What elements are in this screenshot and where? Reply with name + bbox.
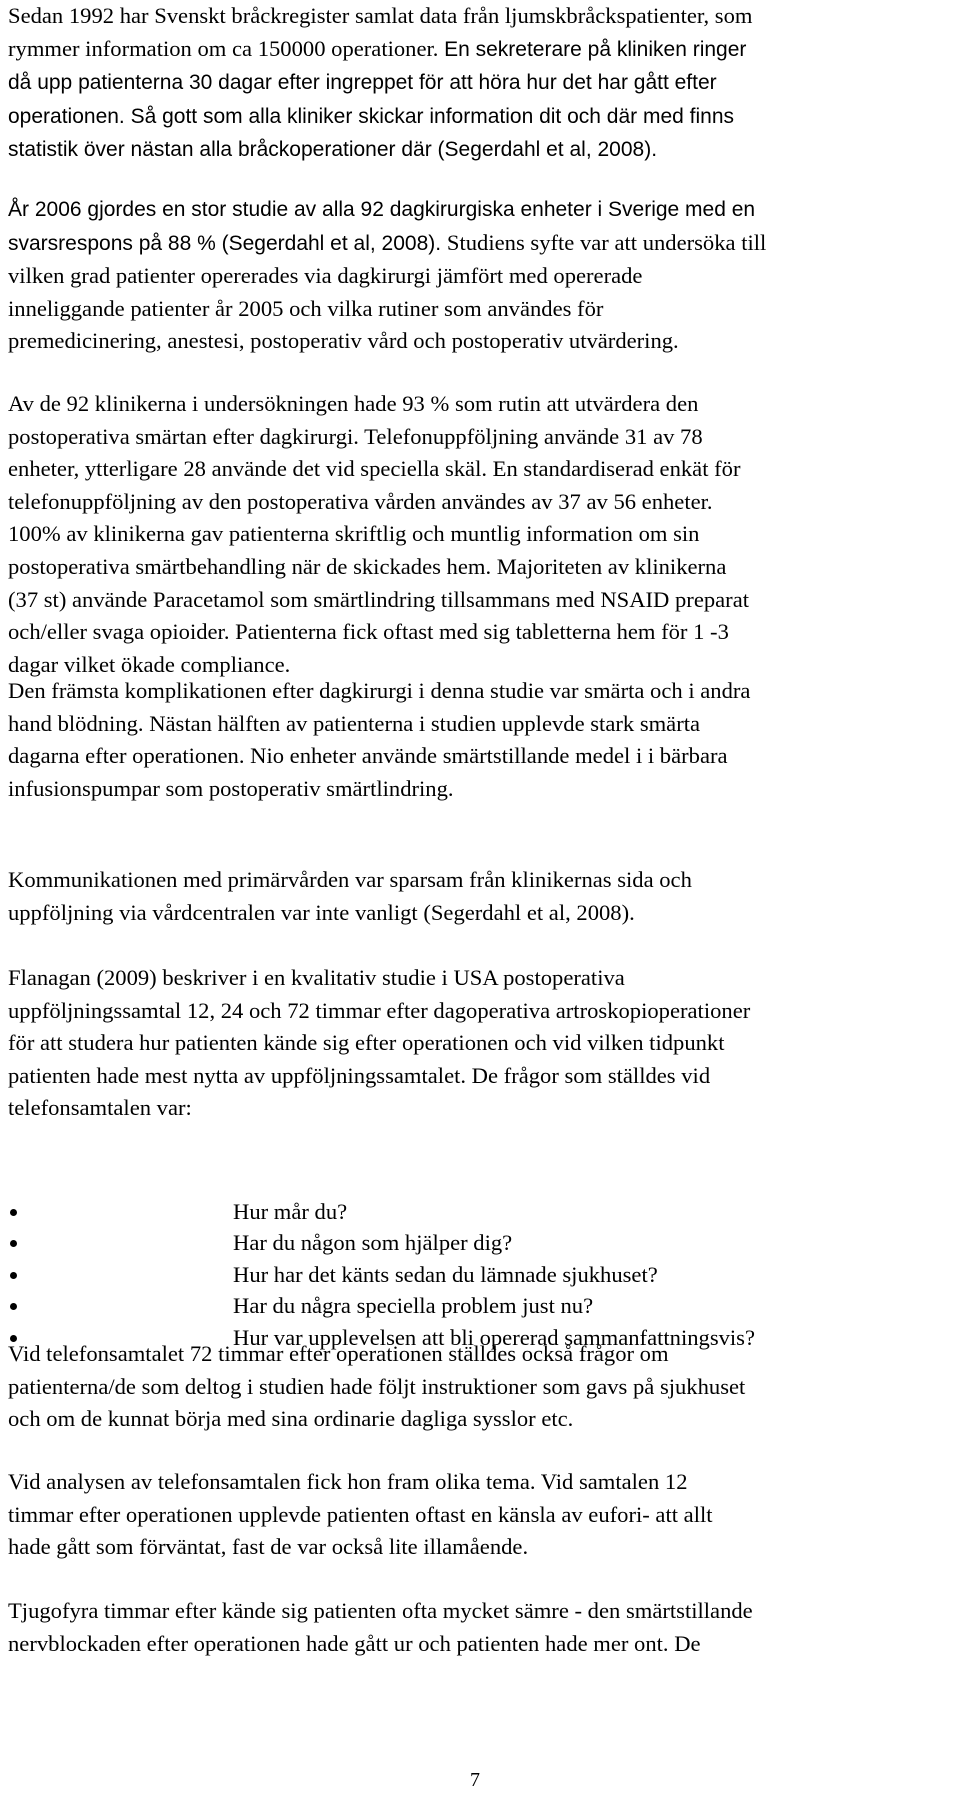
text-line	[8, 227, 953, 261]
text-line	[8, 33, 953, 67]
text-line	[8, 133, 953, 167]
text-run: 100% av klinikerna gav patienterna skriftlig och muntlig information om sin	[8, 521, 700, 547]
paragraph-4	[8, 675, 953, 805]
text-run: Av de 92 klinikerna i undersökningen hade 93 % som rutin att utvärdera den	[8, 391, 699, 416]
paragraph-7	[8, 1338, 953, 1436]
text-line	[8, 1531, 953, 1564]
text-run: postoperativa smärtbehandling när de skickades hem. Majoriteten av klinikerna	[8, 553, 727, 579]
text-line	[8, 864, 953, 897]
text-line	[8, 100, 953, 134]
text-line	[8, 1092, 953, 1125]
text-line	[8, 616, 953, 649]
text-run: Vid telefonsamtalet 72 timmar efter operationen ställdes också frågor om	[8, 1341, 669, 1366]
text-line	[8, 325, 953, 358]
text-run: och om de kunnat börja med sina ordinarie dagliga sysslor etc.	[8, 1406, 574, 1432]
text-run: timmar efter operationen upplevde patienten oftast en känsla av eufori- att allt	[8, 1501, 713, 1527]
list-item-text: Har du någon som hjälper dig?	[233, 1230, 513, 1256]
text-line	[8, 0, 953, 33]
text-run: dagar vilket ökade compliance.	[8, 651, 291, 677]
question-list	[0, 1196, 960, 1353]
text-line	[8, 66, 953, 100]
text-run: för att studera hur patienten kände sig efter operationen och vid vilken tidpunkt	[8, 1030, 725, 1056]
text-line	[8, 518, 953, 551]
text-line	[8, 897, 953, 930]
text-run: infusionspumpar som postoperativ smärtlindring.	[8, 775, 454, 801]
text-run: (37 st) använde Paracetamol som smärtlindring tillsammans med NSAID preparat	[8, 586, 750, 612]
text-line	[8, 675, 953, 708]
text-line	[8, 293, 953, 326]
text-run: hade gått som förväntat, fast de var också lite illamående.	[8, 1534, 529, 1560]
paragraph-2	[8, 193, 953, 358]
text-run: statistik över nästan alla bråckoperationer där (Segerdahl et al, 2008).	[8, 138, 658, 162]
text-run: Sedan 1992 har Svenskt bråckregister samlat data från ljumskbråckspatienter, som	[8, 3, 753, 28]
text-run: enheter, ytterligare 28 använde det vid speciella skäl. En standardiserad enkät för	[8, 456, 741, 482]
text-run: postoperativa smärtan efter dagkirurgi. Telefonuppföljning använde 31 av 78	[8, 423, 703, 449]
text-line	[8, 421, 953, 454]
text-line	[8, 453, 953, 486]
list-item	[0, 1290, 960, 1321]
text-line	[8, 1628, 953, 1661]
text-run: telefonsamtalen var:	[8, 1095, 192, 1121]
text-run: inneliggande patienter år 2005 och vilka rutiner som användes för	[8, 295, 604, 321]
paragraph-3	[8, 388, 953, 681]
bullet-icon	[10, 1209, 17, 1216]
text-run: Flanagan (2009) beskriver i en kvalitativ studie i USA postoperativa	[8, 965, 625, 990]
paragraph-8	[8, 1466, 953, 1564]
text-line	[8, 1403, 953, 1436]
text-run: svarsrespons på 88 % (Segerdahl et al, 2008).	[8, 231, 447, 255]
page-number: 7	[470, 1769, 480, 1791]
text-run: och/eller svaga opioider. Patienterna fick oftast med sig tabletterna hem för 1 -3	[8, 619, 729, 645]
text-line	[8, 193, 953, 227]
text-run: Tjugofyra timmar efter kände sig patienten ofta mycket sämre - den smärtstillande	[8, 1598, 753, 1623]
text-line	[8, 584, 953, 617]
text-run: Den främsta komplikationen efter dagkirurgi i denna studie var smärta och i andra	[8, 678, 751, 703]
text-run: vilken grad patienter opererades via dagkirurgi jämfört med opererade	[8, 263, 643, 289]
text-run: rymmer information om ca 150000 operationer.	[8, 35, 445, 61]
text-line	[8, 1595, 953, 1628]
paragraph-9	[8, 1595, 953, 1660]
list-item-text: Har du några speciella problem just nu?	[233, 1293, 594, 1319]
text-line	[8, 1371, 953, 1404]
text-line	[8, 962, 953, 995]
text-run: operationen. Så gott som alla kliniker skickar information dit och där med finns	[8, 104, 735, 128]
text-line	[8, 486, 953, 519]
text-line	[8, 1027, 953, 1060]
text-line	[8, 1338, 953, 1371]
text-line	[8, 740, 953, 773]
list-item	[0, 1259, 960, 1290]
text-run: då upp patienterna 30 dagar efter ingreppet för att höra hur det har gått efter	[8, 71, 717, 95]
list-item	[0, 1227, 960, 1258]
list-item-text: Hur mår du?	[233, 1199, 348, 1224]
text-line	[8, 1499, 953, 1532]
paragraph-1	[8, 0, 953, 167]
text-run: Studiens syfte var att undersöka till	[446, 229, 767, 255]
text-run: uppföljningssamtal 12, 24 och 72 timmar efter dagoperativa artroskopioperationer	[8, 997, 751, 1023]
bullet-icon	[10, 1272, 17, 1279]
text-line	[8, 708, 953, 741]
text-line	[8, 773, 953, 806]
text-run: En sekreterare på kliniken ringer	[444, 37, 747, 61]
text-run: År 2006 gjordes en stor studie av alla 92 dagkirurgiska enheter i Sverige med en	[8, 198, 756, 221]
text-line	[8, 388, 953, 421]
text-line	[8, 1060, 953, 1093]
text-run: nervblockaden efter operationen hade gått ur och patienten hade mer ont. De	[8, 1630, 701, 1656]
text-run: Vid analysen av telefonsamtalen fick hon fram olika tema. Vid samtalen 12	[8, 1469, 688, 1494]
text-run: patienten hade mest nytta av uppföljningssamtalet. De frågor som ställdes vid	[8, 1062, 711, 1088]
list-item	[0, 1196, 960, 1227]
text-line	[8, 995, 953, 1028]
text-run: hand blödning. Nästan hälften av patienterna i studien upplevde stark smärta	[8, 710, 701, 736]
text-run: Kommunikationen med primärvården var sparsam från klinikernas sida och	[8, 867, 692, 892]
text-line	[8, 260, 953, 293]
text-run: dagarna efter operationen. Nio enheter använde smärtstillande medel i i bärbara	[8, 743, 728, 769]
paragraph-5	[8, 864, 953, 929]
text-run: patienterna/de som deltog i studien hade följt instruktioner som gavs på sjukhuset	[8, 1373, 746, 1399]
text-line	[8, 1466, 953, 1499]
list-item-text: Hur var upplevelsen att bli opererad sammanfattningsvis?	[233, 1324, 756, 1350]
text-line	[8, 551, 953, 584]
paragraph-6	[8, 962, 953, 1125]
bullet-icon	[10, 1303, 17, 1310]
text-run: telefonuppföljning av den postoperativa vården användes av 37 av 56 enheter.	[8, 488, 713, 514]
list-item-text: Hur har det känts sedan du lämnade sjukhuset?	[233, 1261, 658, 1287]
text-run: premedicinering, anestesi, postoperativ vård och postoperativ utvärdering.	[8, 328, 679, 354]
bullet-icon	[10, 1240, 17, 1247]
text-run: uppföljning via vårdcentralen var inte vanligt (Segerdahl et al, 2008).	[8, 899, 635, 925]
